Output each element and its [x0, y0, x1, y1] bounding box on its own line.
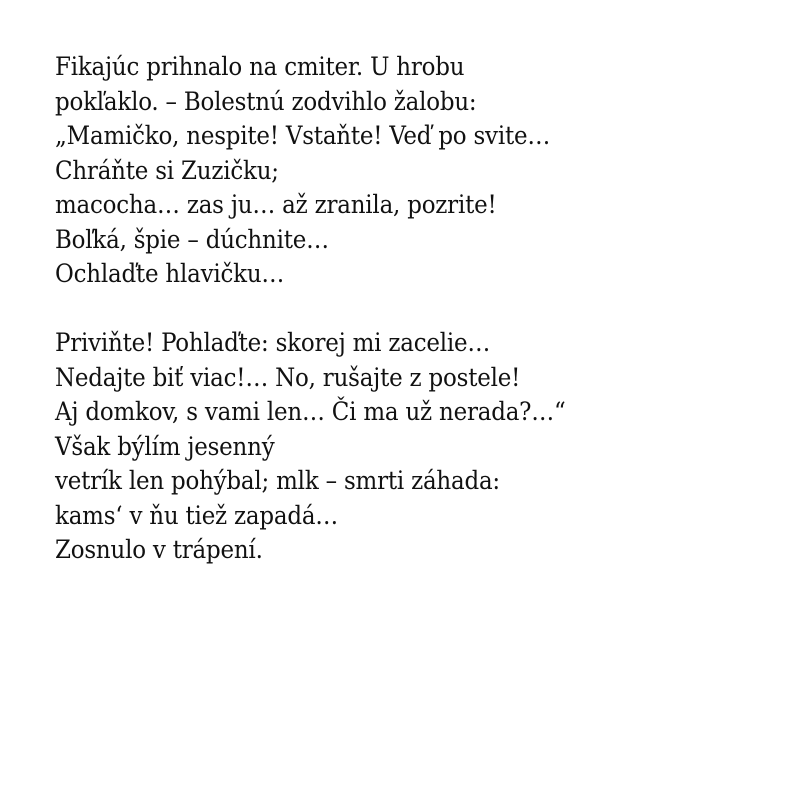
poem-line: kams‘ v ňu tiež zapadá…: [55, 500, 339, 531]
poem-line: vetrík len pohýbal; mlk – smrti záhada:: [55, 466, 500, 496]
poem-line: pokľaklo. – Bolestnú zodvihlo žalobu:: [55, 86, 477, 117]
poem-line: Fikajúc prihnalo na cmiter. U hrobu: [55, 52, 465, 82]
poem-line: Chráňte si Zuzičku;: [55, 155, 279, 186]
poem-line: Boľká, špie – dúchnite…: [55, 224, 329, 255]
poem-line: Priviňte! Pohlaďte: skorej mi zacelie…: [55, 328, 491, 358]
poem-text: [55, 50, 775, 568]
poem-stanza-2: [55, 326, 775, 568]
poem-line: Nedajte biť viac!… No, rušajte z postele!: [55, 362, 521, 393]
poem-line: Aj domkov, s vami len… Či ma už nerada?…“: [55, 397, 566, 427]
poem-line: Zosnulo v trápení.: [55, 535, 263, 565]
poem-line: Ochlaďte hlavičku…: [55, 259, 285, 289]
poem-line: macocha… zas ju… až zranila, pozrite!: [55, 190, 497, 220]
poem-line: „Mamičko, nespite! Vstaňte! Veď po svite…: [55, 121, 551, 151]
poem-stanza-1: [55, 50, 775, 292]
poem-line: Však býlím jesenný: [55, 431, 275, 462]
